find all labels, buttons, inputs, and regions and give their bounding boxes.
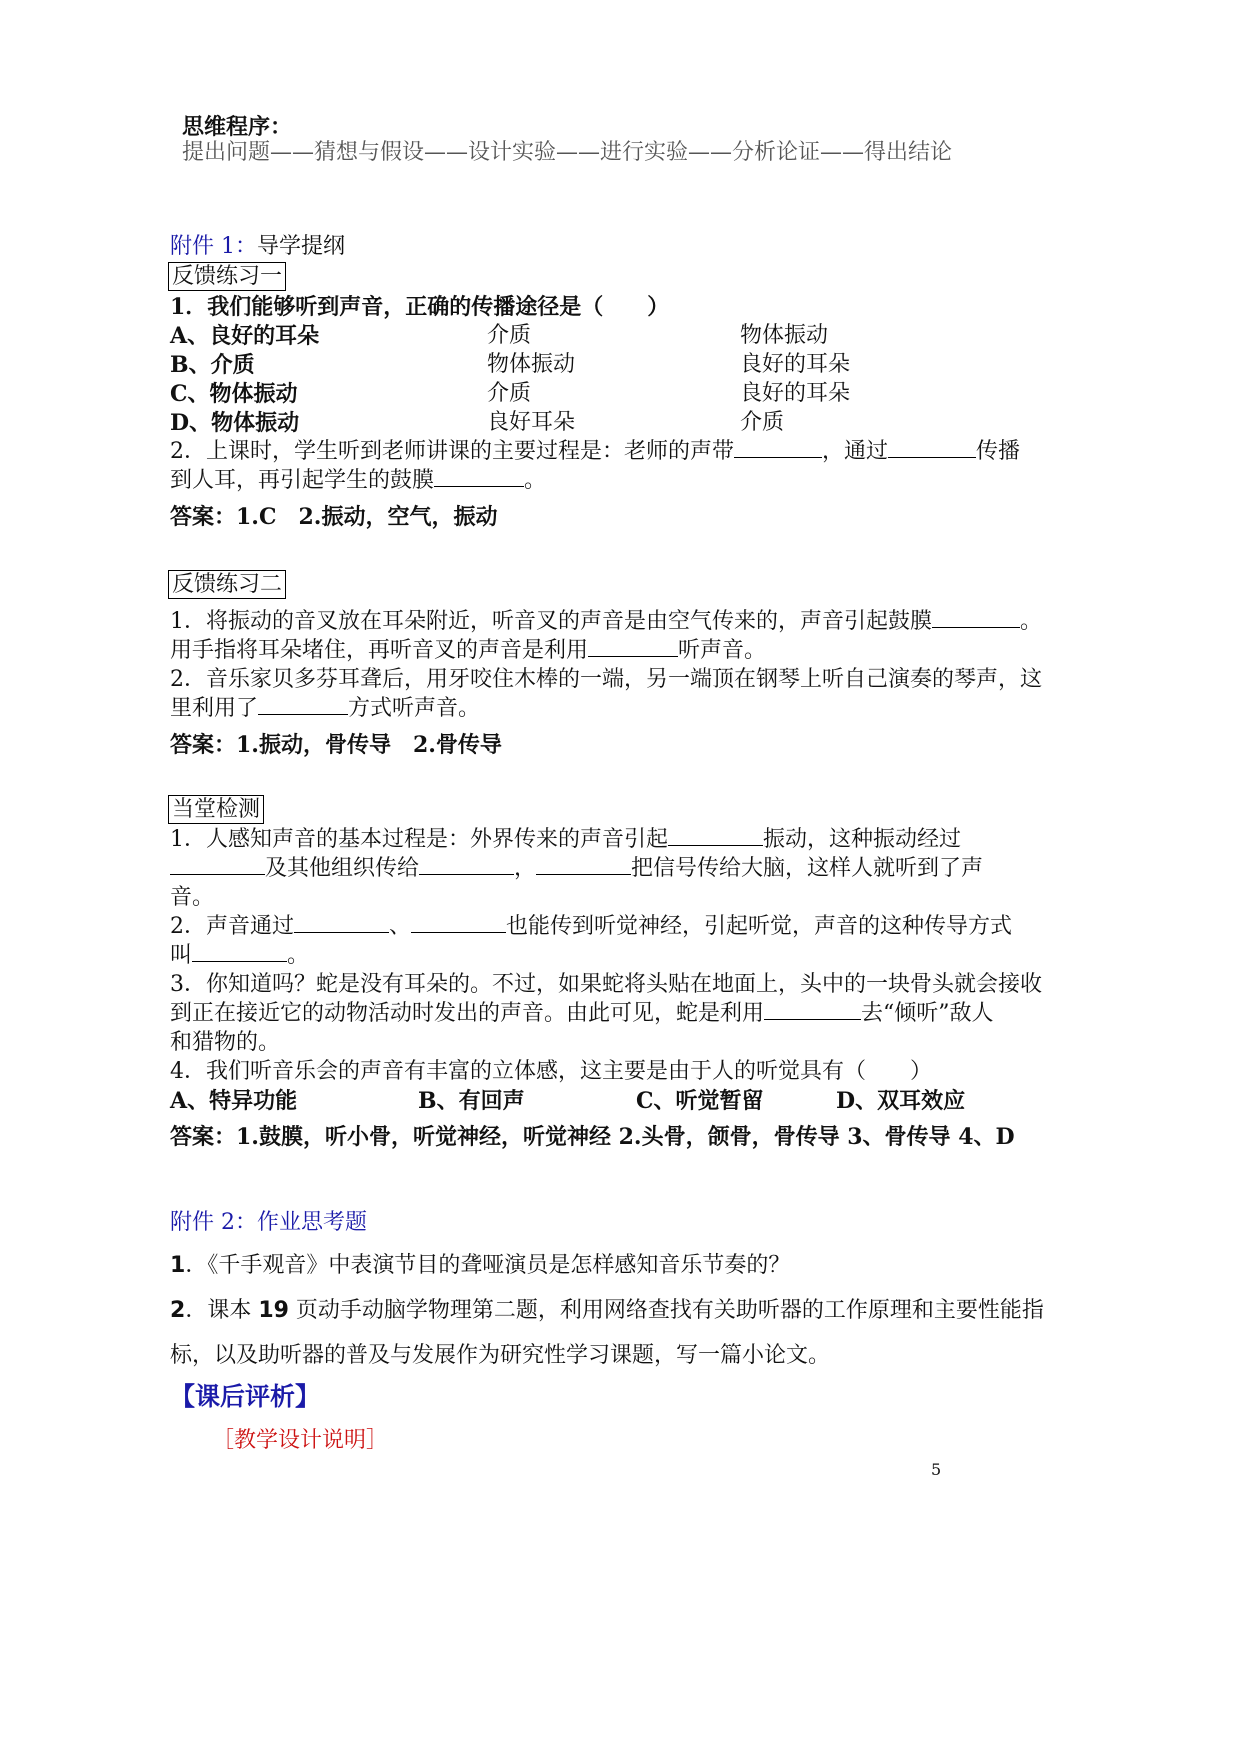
test-question-3-line-3: 和猎物的。	[170, 1030, 281, 1055]
blank	[932, 607, 1020, 628]
fb2-answer: 答案：1.振动，骨传导 2.骨传导	[170, 732, 502, 758]
test-question-3-line-1: 3．你知道吗？蛇是没有耳朵的。不过，如果蛇将头贴在地面上，头中的一块骨头就会接收	[170, 972, 1043, 997]
page-number: 5	[931, 1460, 942, 1479]
attachment-1-prefix: 附件 1：	[170, 234, 257, 259]
fb2-question-2-line-2: 里利用了 方式听声音。	[170, 696, 481, 721]
test-question-1-line-3: 音。	[170, 885, 215, 910]
feedback-2-title: 反馈练习二	[168, 570, 286, 599]
thinking-title: 思维程序：	[182, 114, 293, 140]
thinking-steps: 提出问题——猜想与假设——设计实验——进行实验——分析论证——得出结论	[182, 140, 953, 165]
fb1-option-d-c2: 良好耳朵	[487, 410, 576, 435]
teaching-design-note: ［教学设计说明］	[212, 1428, 389, 1453]
fb1-option-b-c2: 物体振动	[487, 352, 576, 377]
test-answer: 答案：1.鼓膜，听小骨，听觉神经，听觉神经 2.头骨，颌骨，骨传导 3、骨传导 4、D	[170, 1124, 1015, 1150]
test-question-2-line-2: 叫 。	[170, 943, 310, 968]
fb1-option-a-c3: 物体振动	[740, 323, 829, 348]
test-option-b: B、有回声	[418, 1088, 525, 1114]
fb1-question-1: 1．我们能够听到声音，正确的传播途径是（ ）	[170, 294, 670, 320]
attachment-2-prefix: 附件 2：	[170, 1210, 257, 1235]
test-question-1-line-2: 及其他组织传给 ， 把信号传给大脑，这样人就听到了声	[170, 854, 983, 884]
fb1-option-c-c2: 介质	[487, 381, 532, 406]
blank	[419, 854, 514, 875]
fb1-question-2-line-1: 2．上课时，学生听到老师讲课的主要过程是：老师的声带 ，通过 传播	[170, 439, 1021, 464]
homework-question-1: 1．《千手观音》中表演节目的聋哑演员是怎样感知音乐节奏的？	[170, 1253, 791, 1278]
fb2-question-1-line-2: 用手指将耳朵堵住，再听音叉的声音是利用 听声音。	[170, 638, 767, 663]
blank	[588, 636, 678, 657]
fb1-option-a-c2: 介质	[487, 323, 532, 348]
fb2-question-1-line-1: 1．将振动的音叉放在耳朵附近，听音叉的声音是由空气传来的，声音引起鼓膜 。	[170, 609, 1043, 634]
blank	[734, 437, 822, 458]
fb1-option-b-c3: 良好的耳朵	[740, 352, 851, 377]
homework-question-2-line-2: 标，以及助听器的普及与发展作为研究性学习课题，写一篇小论文。	[170, 1343, 831, 1368]
fb2-question-2-line-1: 2．音乐家贝多芬耳聋后，用牙咬住木棒的一端，另一端顶在钢琴上听自己演奏的琴声，这	[170, 667, 1043, 692]
blank	[888, 437, 976, 458]
blank	[764, 999, 861, 1020]
test-option-d: D、双耳效应	[836, 1088, 966, 1114]
test-question-3-line-2: 到正在接近它的动物活动时发出的声音。由此可见，蛇是利用 去“倾听”敌人	[170, 1001, 994, 1026]
fb1-option-b: B、介质	[170, 352, 255, 378]
feedback-1-title: 反馈练习一	[168, 262, 286, 291]
test-question-1-line-1: 1．人感知声音的基本过程是：外界传来的声音引起 振动，这种振动经过	[170, 827, 962, 852]
attachment-2-title: 作业思考题	[257, 1210, 368, 1235]
blank	[434, 466, 524, 487]
attachment-2-heading	[170, 1208, 367, 1238]
after-class-review-title: 【课后评析】	[170, 1382, 321, 1411]
blank	[170, 854, 265, 875]
fb1-option-c: C、物体振动	[170, 381, 298, 407]
homework-question-2-line-1: 2．课本 19 页动手动脑学物理第二题，利用网络查找有关助听器的工作原理和主要性能指	[170, 1298, 1044, 1323]
test-question-4: 4．我们听音乐会的声音有丰富的立体感，这主要是由于人的听觉具有（ ）	[170, 1059, 932, 1084]
test-option-c: C、听觉暂留	[636, 1088, 764, 1114]
blank	[192, 941, 287, 962]
fb1-option-d: D、物体振动	[170, 410, 300, 436]
fb1-answer: 答案：1.C 2.振动，空气，振动	[170, 504, 498, 530]
test-question-2-line-1: 2．声音通过 、 也能传到听觉神经，引起听觉，声音的这种传导方式	[170, 914, 1013, 939]
blank	[294, 912, 389, 933]
fb1-question-2-line-2: 到人耳，再引起学生的鼓膜 。	[170, 468, 547, 493]
blank	[411, 912, 506, 933]
in-class-test-title: 当堂检测	[168, 795, 264, 824]
attachment-1-heading	[170, 232, 345, 262]
fb1-option-a: A、良好的耳朵	[170, 323, 320, 349]
blank	[536, 854, 631, 875]
fb1-option-d-c3: 介质	[740, 410, 785, 435]
test-option-a: A、特异功能	[170, 1088, 298, 1114]
attachment-1-title: 导学提纲	[257, 234, 346, 259]
fb1-option-c-c3: 良好的耳朵	[740, 381, 851, 406]
blank	[258, 694, 348, 715]
blank	[668, 825, 763, 846]
